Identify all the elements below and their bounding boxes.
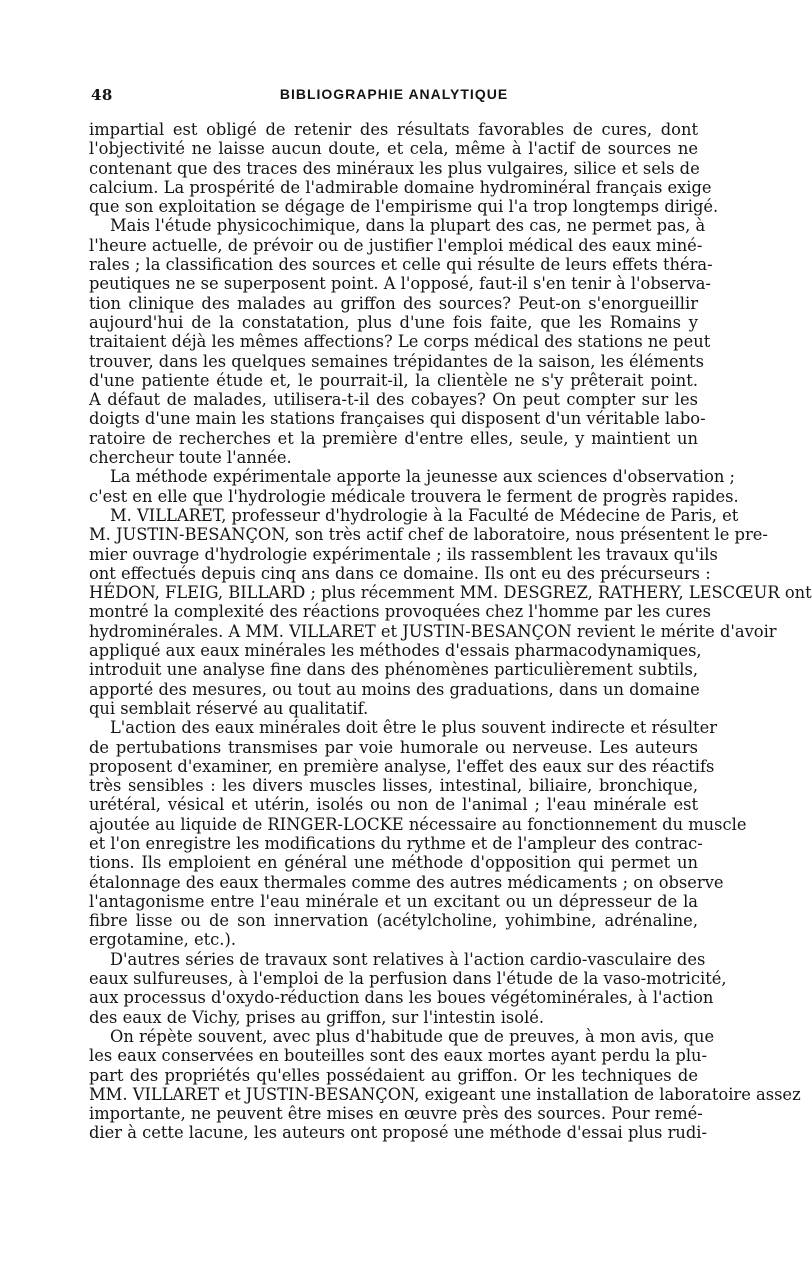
text-line: introduit une analyse fine dans des phénomènes particulièrement subtils, [89, 660, 698, 680]
text-line: tions. Ils emploient en général une méthode d'opposition qui permet un [89, 853, 698, 873]
text-line: l'objectivité ne laisse aucun doute, et cela, même à l'actif de sources ne [89, 139, 698, 159]
text-line: des eaux de Vichy, prises au griffon, sur l'intestin isolé. [89, 1007, 545, 1027]
text-line: calcium. La prospérité de l'admirable domaine hydrominéral français exige [89, 177, 712, 197]
text-line: ergotamine, etc.). [89, 930, 237, 950]
text-line: rales ; la classification des sources et celle qui résulte de leurs effets théra- [89, 255, 713, 275]
text-line: ont effectués depuis cinq ans dans ce domaine. Ils ont eu des précurseurs : [89, 563, 711, 583]
text-line: c'est en elle que l'hydrologie médicale trouvera le ferment de progrès rapides. [89, 486, 739, 506]
text-line: l'heure actuelle, de prévoir ou de justifier l'emploi médical des eaux miné- [89, 235, 703, 255]
text-line: A défaut de malades, utilisera-t-il des cobayes? On peut compter sur les [89, 390, 698, 410]
text-line: apporté des mesures, ou tout au moins des graduations, dans un domaine [89, 679, 700, 699]
text-line: On répète souvent, avec plus d'habitude que de preuves, à mon avis, que [110, 1026, 715, 1046]
text-line: fibre lisse ou de son innervation (acétylcholine, yohimbine, adrénaline, [89, 911, 698, 931]
text-line: peutiques ne se superposent point. A l'opposé, faut-il s'en tenir à l'observa- [89, 274, 711, 294]
text-line: hydrominérales. A MM. VILLARET et JUSTIN-BESANÇON revient le mérite d'avoir [89, 621, 777, 641]
text-line: très sensibles : les divers muscles lisses, intestinal, biliaire, bronchique, [89, 776, 698, 796]
text-line: MM. VILLARET et JUSTIN-BESANÇON, exigeant une installation de laboratoire assez [89, 1084, 801, 1104]
text-line: doigts d'une main les stations françaises qui disposent d'un véritable labo- [89, 409, 706, 429]
text-line: l'antagonisme entre l'eau minérale et un excitant ou un dépresseur de la [89, 891, 698, 911]
text-line: ajoutée au liquide de RINGER-LOCKE nécessaire au fonctionnement du muscle [89, 814, 747, 834]
text-line: chercheur toute l'année. [89, 448, 292, 468]
text-line: dier à cette lacune, les auteurs ont proposé une méthode d'essai plus rudi- [89, 1123, 707, 1143]
text-line: L'action des eaux minérales doit être le plus souvent indirecte et résulter [110, 718, 717, 738]
text-line: tion clinique des malades au griffon des sources? Peut-on s'enorgueillir [89, 293, 698, 313]
text-line: mier ouvrage d'hydrologie expérimentale ; ils rassemblent les travaux qu'ils [89, 544, 718, 564]
text-line: part des propriétés qu'elles possédaient au griffon. Or les techniques de [89, 1065, 698, 1085]
text-line: trouver, dans les quelques semaines trépidantes de la saison, les éléments [89, 351, 704, 371]
text-line: M. VILLARET, professeur d'hydrologie à la Faculté de Médecine de Paris, et [110, 505, 739, 525]
text-line: proposent d'examiner, en première analyse, l'effet des eaux sur des réactifs [89, 756, 715, 776]
text-line: HÉDON, FLEIG, BILLARD ; plus récemment MM. DESGREZ, RATHERY, LESCŒUR ont [89, 583, 812, 603]
text-line: ratoire de recherches et la première d'entre elles, seule, y maintient un [89, 428, 698, 448]
text-line: impartial est obligé de retenir des résultats favorables de cures, dont [89, 120, 698, 139]
text-line: les eaux conservées en bouteilles sont des eaux mortes ayant perdu la plu- [89, 1046, 708, 1066]
text-line: D'autres séries de travaux sont relatives à l'action cardio-vasculaire des [110, 949, 706, 969]
text-line: traitaient déjà les mêmes affections? Le corps médical des stations ne peut [89, 332, 711, 352]
running-title: BIBLIOGRAPHIE ANALYTIQUE [279, 86, 509, 102]
text-line: aux processus d'oxydo-réduction dans les boues végétominérales, à l'action [89, 988, 714, 1008]
text-line: importante, ne peuvent être mises en œuvre près des sources. Pour remé- [89, 1104, 703, 1124]
text-line: M. JUSTIN-BESANÇON, son très actif chef de laboratoire, nous présentent le pre- [89, 525, 768, 545]
text-line: d'une patiente étude et, le pourrait-il, la clientèle ne s'y prêterait point. [89, 370, 698, 390]
body-text [89, 120, 812, 1143]
text-line: Mais l'étude physicochimique, dans la plupart des cas, ne permet pas, à [110, 216, 706, 236]
text-line: La méthode expérimentale apporte la jeunesse aux sciences d'observation ; [110, 467, 736, 487]
text-line: appliqué aux eaux minérales les méthodes d'essais pharmacodynamiques, [89, 641, 702, 661]
text-line: étalonnage des eaux thermales comme des autres médicaments ; on observe [89, 872, 724, 892]
text-line: aujourd'hui de la constatation, plus d'une fois faite, que les Romains y [89, 312, 698, 332]
text-line: que son exploitation se dégage de l'empirisme qui l'a trop longtemps dirigé. [89, 197, 719, 217]
text-line: urétéral, vésical et utérin, isolés ou non de l'animal ; l'eau minérale est [89, 795, 698, 815]
text-line: qui semblait réservé au qualitatif. [89, 698, 369, 718]
text-line: et l'on enregistre les modifications du rythme et de l'ampleur des contrac- [89, 833, 703, 853]
text-line: montré la complexité des réactions provoquées chez l'homme par les cures [89, 602, 711, 622]
text-line: contenant que des traces des minéraux les plus vulgaires, silice et sels de [89, 158, 700, 178]
text-line: eaux sulfureuses, à l'emploi de la perfusion dans l'étude de la vaso-motricité, [89, 969, 727, 989]
page-number: 48 [91, 86, 113, 104]
text-line: de pertubations transmises par voie humorale ou nerveuse. Les auteurs [89, 737, 698, 757]
page-header [91, 86, 697, 108]
